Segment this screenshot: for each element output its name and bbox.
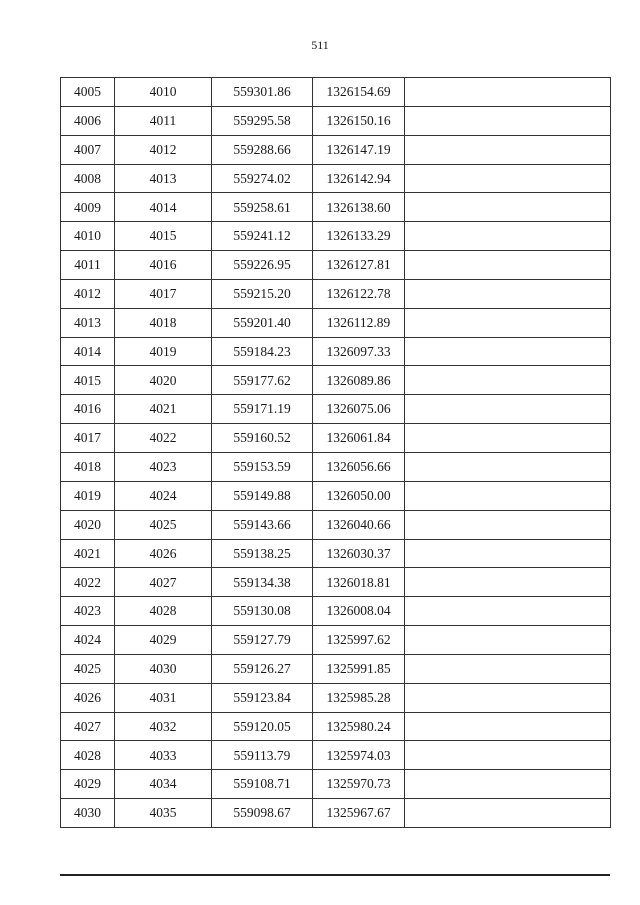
table-cell-coord-y: 1326150.16 bbox=[313, 106, 405, 135]
table-cell-remark bbox=[405, 654, 611, 683]
table-row bbox=[61, 510, 611, 539]
table-cell-point-from: 4028 bbox=[61, 741, 115, 770]
table-cell-point-from: 4027 bbox=[61, 712, 115, 741]
table-cell-remark bbox=[405, 626, 611, 655]
table-cell-coord-x: 559127.79 bbox=[212, 626, 313, 655]
table-cell-remark bbox=[405, 568, 611, 597]
table-row bbox=[61, 193, 611, 222]
table-cell-coord-y: 1326089.86 bbox=[313, 366, 405, 395]
table-cell-point-from: 4024 bbox=[61, 626, 115, 655]
table-cell-coord-y: 1326154.69 bbox=[313, 78, 405, 107]
table-cell-point-to: 4033 bbox=[115, 741, 212, 770]
table-row bbox=[61, 251, 611, 280]
table-cell-coord-x: 559149.88 bbox=[212, 481, 313, 510]
table-cell-remark bbox=[405, 222, 611, 251]
table-cell-coord-y: 1326147.19 bbox=[313, 135, 405, 164]
table-cell-remark bbox=[405, 539, 611, 568]
table-cell-point-from: 4010 bbox=[61, 222, 115, 251]
table-cell-point-from: 4013 bbox=[61, 308, 115, 337]
table-cell-coord-x: 559120.05 bbox=[212, 712, 313, 741]
table-cell-point-to: 4034 bbox=[115, 770, 212, 799]
table-cell-coord-x: 559138.25 bbox=[212, 539, 313, 568]
table-cell-coord-y: 1325974.03 bbox=[313, 741, 405, 770]
table-cell-coord-y: 1325985.28 bbox=[313, 683, 405, 712]
table-row bbox=[61, 539, 611, 568]
table-cell-coord-y: 1326133.29 bbox=[313, 222, 405, 251]
table-cell-point-from: 4007 bbox=[61, 135, 115, 164]
table-cell-point-from: 4008 bbox=[61, 164, 115, 193]
table-cell-point-from: 4012 bbox=[61, 279, 115, 308]
table-cell-point-to: 4017 bbox=[115, 279, 212, 308]
table-cell-coord-x: 559274.02 bbox=[212, 164, 313, 193]
table-cell-point-to: 4018 bbox=[115, 308, 212, 337]
table-cell-coord-y: 1325991.85 bbox=[313, 654, 405, 683]
table-row bbox=[61, 568, 611, 597]
table-cell-remark bbox=[405, 481, 611, 510]
table-cell-point-from: 4025 bbox=[61, 654, 115, 683]
table-cell-coord-y: 1325967.67 bbox=[313, 799, 405, 828]
table-cell-point-from: 4019 bbox=[61, 481, 115, 510]
table-cell-coord-y: 1325997.62 bbox=[313, 626, 405, 655]
table-cell-coord-x: 559288.66 bbox=[212, 135, 313, 164]
table-cell-point-to: 4020 bbox=[115, 366, 212, 395]
table-row bbox=[61, 395, 611, 424]
table-cell-coord-y: 1325980.24 bbox=[313, 712, 405, 741]
table-cell-point-to: 4019 bbox=[115, 337, 212, 366]
table-cell-remark bbox=[405, 164, 611, 193]
table-row bbox=[61, 452, 611, 481]
table-cell-coord-y: 1326056.66 bbox=[313, 452, 405, 481]
table-cell-coord-x: 559241.12 bbox=[212, 222, 313, 251]
page-number: 511 bbox=[311, 38, 329, 52]
table-cell-coord-x: 559184.23 bbox=[212, 337, 313, 366]
table-cell-point-to: 4016 bbox=[115, 251, 212, 280]
table-cell-remark bbox=[405, 308, 611, 337]
table-cell-point-to: 4011 bbox=[115, 106, 212, 135]
table-row bbox=[61, 106, 611, 135]
table-cell-remark bbox=[405, 510, 611, 539]
table-cell-remark bbox=[405, 366, 611, 395]
table-cell-coord-x: 559134.38 bbox=[212, 568, 313, 597]
table-cell-remark bbox=[405, 106, 611, 135]
table-cell-point-to: 4015 bbox=[115, 222, 212, 251]
table-row bbox=[61, 799, 611, 828]
table-row bbox=[61, 424, 611, 453]
table-cell-coord-x: 559108.71 bbox=[212, 770, 313, 799]
table-cell-coord-x: 559177.62 bbox=[212, 366, 313, 395]
table-cell-point-from: 4017 bbox=[61, 424, 115, 453]
table-cell-point-from: 4022 bbox=[61, 568, 115, 597]
table-cell-point-to: 4024 bbox=[115, 481, 212, 510]
coordinates-table bbox=[60, 77, 611, 828]
table-cell-remark bbox=[405, 135, 611, 164]
table-row bbox=[61, 683, 611, 712]
table-cell-remark bbox=[405, 78, 611, 107]
table-cell-coord-x: 559160.52 bbox=[212, 424, 313, 453]
table-cell-point-to: 4025 bbox=[115, 510, 212, 539]
table-cell-coord-y: 1326008.04 bbox=[313, 597, 405, 626]
table-cell-coord-y: 1326050.00 bbox=[313, 481, 405, 510]
table-row bbox=[61, 337, 611, 366]
table-cell-coord-x: 559153.59 bbox=[212, 452, 313, 481]
table-row bbox=[61, 164, 611, 193]
table-row bbox=[61, 626, 611, 655]
table-cell-remark bbox=[405, 251, 611, 280]
table-cell-coord-y: 1326142.94 bbox=[313, 164, 405, 193]
table-cell-point-from: 4014 bbox=[61, 337, 115, 366]
table-cell-coord-x: 559143.66 bbox=[212, 510, 313, 539]
table-cell-point-from: 4011 bbox=[61, 251, 115, 280]
coordinates-table-body bbox=[61, 78, 611, 828]
table-cell-point-to: 4028 bbox=[115, 597, 212, 626]
table-cell-coord-x: 559130.08 bbox=[212, 597, 313, 626]
table-cell-remark bbox=[405, 395, 611, 424]
table-cell-coord-x: 559126.27 bbox=[212, 654, 313, 683]
table-row bbox=[61, 741, 611, 770]
table-cell-remark bbox=[405, 741, 611, 770]
table-cell-remark bbox=[405, 337, 611, 366]
table-cell-point-to: 4027 bbox=[115, 568, 212, 597]
table-row bbox=[61, 770, 611, 799]
table-cell-point-to: 4014 bbox=[115, 193, 212, 222]
table-row bbox=[61, 481, 611, 510]
table-cell-point-to: 4032 bbox=[115, 712, 212, 741]
table-cell-coord-x: 559171.19 bbox=[212, 395, 313, 424]
table-cell-point-to: 4031 bbox=[115, 683, 212, 712]
table-cell-point-to: 4013 bbox=[115, 164, 212, 193]
table-row bbox=[61, 366, 611, 395]
table-cell-point-from: 4009 bbox=[61, 193, 115, 222]
table-cell-remark bbox=[405, 799, 611, 828]
table-cell-remark bbox=[405, 770, 611, 799]
table-cell-remark bbox=[405, 452, 611, 481]
table-cell-point-to: 4029 bbox=[115, 626, 212, 655]
table-cell-point-to: 4012 bbox=[115, 135, 212, 164]
table-cell-point-from: 4029 bbox=[61, 770, 115, 799]
table-row bbox=[61, 597, 611, 626]
table-cell-coord-y: 1325970.73 bbox=[313, 770, 405, 799]
table-cell-remark bbox=[405, 279, 611, 308]
table-cell-coord-x: 559201.40 bbox=[212, 308, 313, 337]
table-cell-coord-x: 559113.79 bbox=[212, 741, 313, 770]
table-cell-point-from: 4018 bbox=[61, 452, 115, 481]
table-cell-point-to: 4010 bbox=[115, 78, 212, 107]
table-cell-remark bbox=[405, 597, 611, 626]
table-cell-coord-y: 1326040.66 bbox=[313, 510, 405, 539]
table-cell-point-to: 4023 bbox=[115, 452, 212, 481]
table-cell-point-from: 4015 bbox=[61, 366, 115, 395]
table-cell-point-to: 4035 bbox=[115, 799, 212, 828]
table-cell-point-to: 4022 bbox=[115, 424, 212, 453]
table-cell-point-from: 4030 bbox=[61, 799, 115, 828]
table-cell-point-from: 4005 bbox=[61, 78, 115, 107]
table-row bbox=[61, 712, 611, 741]
table-cell-remark bbox=[405, 712, 611, 741]
table-cell-coord-x: 559226.95 bbox=[212, 251, 313, 280]
table-cell-point-to: 4026 bbox=[115, 539, 212, 568]
table-cell-point-to: 4030 bbox=[115, 654, 212, 683]
table-cell-point-from: 4021 bbox=[61, 539, 115, 568]
table-row bbox=[61, 308, 611, 337]
table-cell-point-from: 4006 bbox=[61, 106, 115, 135]
table-cell-coord-x: 559301.86 bbox=[212, 78, 313, 107]
table-cell-coord-x: 559123.84 bbox=[212, 683, 313, 712]
table-cell-coord-x: 559295.58 bbox=[212, 106, 313, 135]
table-cell-point-from: 4026 bbox=[61, 683, 115, 712]
table-row bbox=[61, 135, 611, 164]
table-cell-coord-x: 559098.67 bbox=[212, 799, 313, 828]
table-cell-coord-y: 1326138.60 bbox=[313, 193, 405, 222]
footer-rule bbox=[60, 874, 610, 876]
table-cell-coord-x: 559215.20 bbox=[212, 279, 313, 308]
table-cell-coord-y: 1326112.89 bbox=[313, 308, 405, 337]
table-row bbox=[61, 78, 611, 107]
table-cell-coord-y: 1326018.81 bbox=[313, 568, 405, 597]
table-cell-coord-y: 1326122.78 bbox=[313, 279, 405, 308]
table-cell-remark bbox=[405, 683, 611, 712]
table-cell-coord-x: 559258.61 bbox=[212, 193, 313, 222]
table-row bbox=[61, 222, 611, 251]
table-cell-coord-y: 1326075.06 bbox=[313, 395, 405, 424]
table-cell-coord-y: 1326030.37 bbox=[313, 539, 405, 568]
table-cell-point-from: 4016 bbox=[61, 395, 115, 424]
table-cell-remark bbox=[405, 424, 611, 453]
table-cell-remark bbox=[405, 193, 611, 222]
table-cell-coord-y: 1326097.33 bbox=[313, 337, 405, 366]
table-cell-point-from: 4023 bbox=[61, 597, 115, 626]
table-cell-coord-y: 1326061.84 bbox=[313, 424, 405, 453]
table-row bbox=[61, 279, 611, 308]
table-cell-point-to: 4021 bbox=[115, 395, 212, 424]
table-cell-coord-y: 1326127.81 bbox=[313, 251, 405, 280]
table-row bbox=[61, 654, 611, 683]
table-cell-point-from: 4020 bbox=[61, 510, 115, 539]
